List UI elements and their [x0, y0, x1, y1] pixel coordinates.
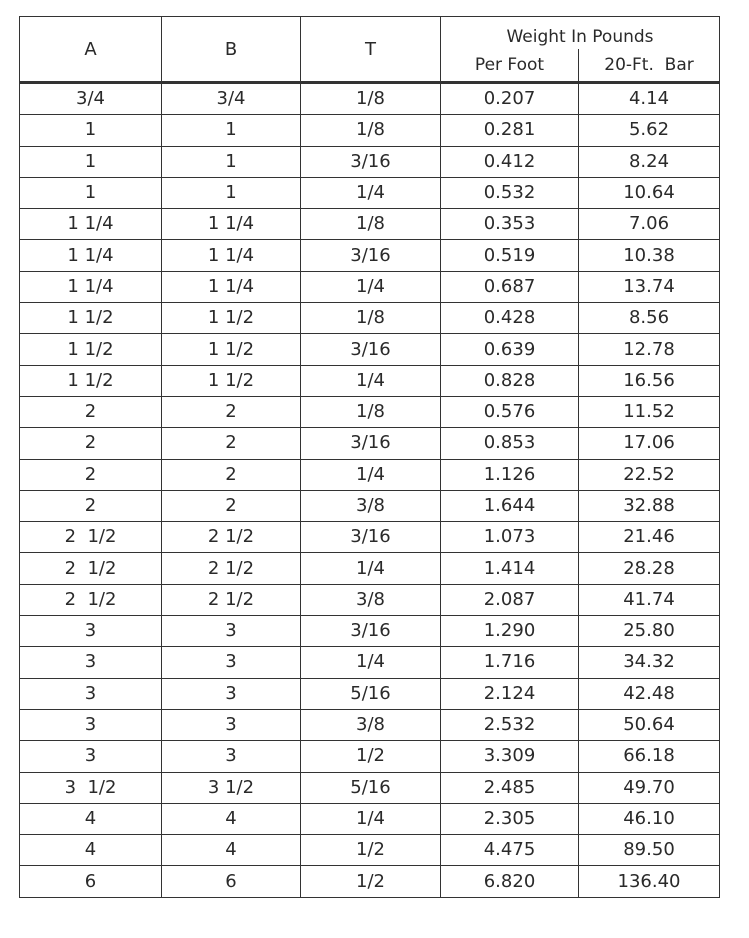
cell-t: 1/8	[301, 83, 441, 115]
table-row	[20, 459, 720, 490]
table-row	[20, 522, 720, 553]
table-row	[20, 772, 720, 803]
cell-per-foot: 1.414	[441, 553, 579, 584]
cell-per-foot: 0.281	[441, 115, 579, 146]
cell-t: 3/8	[301, 584, 441, 615]
cell-b: 2 1/2	[162, 584, 301, 615]
cell-per-foot: 0.687	[441, 271, 579, 302]
table-row	[20, 709, 720, 740]
table-header	[20, 17, 720, 83]
cell-20ft-bar: 5.62	[579, 115, 720, 146]
table-row	[20, 177, 720, 208]
cell-b: 2	[162, 428, 301, 459]
cell-20ft-bar: 16.56	[579, 365, 720, 396]
header-20ft-bar: 20-Ft. Bar	[579, 49, 720, 83]
header-weight-group: Weight In Pounds	[441, 17, 720, 50]
header-b: B	[162, 17, 301, 83]
cell-t: 1/2	[301, 866, 441, 897]
cell-t: 3/16	[301, 522, 441, 553]
cell-a: 1 1/4	[20, 209, 162, 240]
cell-t: 1/2	[301, 741, 441, 772]
table-row	[20, 866, 720, 897]
cell-20ft-bar: 50.64	[579, 709, 720, 740]
cell-per-foot: 0.576	[441, 396, 579, 427]
cell-b: 2 1/2	[162, 553, 301, 584]
cell-t: 3/16	[301, 146, 441, 177]
header-a: A	[20, 17, 162, 83]
cell-per-foot: 0.853	[441, 428, 579, 459]
cell-b: 1	[162, 115, 301, 146]
cell-a: 2	[20, 428, 162, 459]
cell-20ft-bar: 4.14	[579, 83, 720, 115]
cell-a: 1 1/4	[20, 240, 162, 271]
cell-20ft-bar: 32.88	[579, 490, 720, 521]
cell-a: 1	[20, 177, 162, 208]
cell-20ft-bar: 66.18	[579, 741, 720, 772]
cell-a: 1	[20, 115, 162, 146]
table-row	[20, 428, 720, 459]
cell-per-foot: 1.644	[441, 490, 579, 521]
cell-20ft-bar: 11.52	[579, 396, 720, 427]
cell-t: 1/8	[301, 303, 441, 334]
table-row	[20, 803, 720, 834]
cell-a: 3/4	[20, 83, 162, 115]
cell-t: 1/8	[301, 209, 441, 240]
cell-b: 1 1/4	[162, 209, 301, 240]
table-row	[20, 365, 720, 396]
cell-t: 1/4	[301, 553, 441, 584]
cell-a: 1 1/2	[20, 334, 162, 365]
cell-t: 1/4	[301, 365, 441, 396]
table-row	[20, 647, 720, 678]
cell-20ft-bar: 136.40	[579, 866, 720, 897]
table-row	[20, 584, 720, 615]
cell-b: 3	[162, 741, 301, 772]
cell-per-foot: 2.532	[441, 709, 579, 740]
cell-t: 1/4	[301, 647, 441, 678]
weight-table-sheet	[19, 16, 719, 898]
cell-per-foot: 6.820	[441, 866, 579, 897]
cell-a: 3 1/2	[20, 772, 162, 803]
cell-t: 1/4	[301, 271, 441, 302]
cell-20ft-bar: 41.74	[579, 584, 720, 615]
cell-a: 3	[20, 647, 162, 678]
table-row	[20, 490, 720, 521]
cell-a: 2 1/2	[20, 553, 162, 584]
cell-per-foot: 0.532	[441, 177, 579, 208]
cell-per-foot: 0.639	[441, 334, 579, 365]
table-row	[20, 115, 720, 146]
cell-20ft-bar: 28.28	[579, 553, 720, 584]
cell-per-foot: 3.309	[441, 741, 579, 772]
table-row	[20, 678, 720, 709]
cell-t: 1/4	[301, 803, 441, 834]
cropped-footnote	[19, 928, 319, 938]
cell-b: 2	[162, 459, 301, 490]
cell-20ft-bar: 7.06	[579, 209, 720, 240]
table-row	[20, 334, 720, 365]
header-t: T	[301, 17, 441, 83]
cell-per-foot: 2.087	[441, 584, 579, 615]
cell-per-foot: 2.124	[441, 678, 579, 709]
cell-b: 3	[162, 709, 301, 740]
cell-t: 5/16	[301, 772, 441, 803]
cell-a: 2	[20, 459, 162, 490]
header-per-foot: Per Foot	[441, 49, 579, 83]
cell-per-foot: 2.305	[441, 803, 579, 834]
cell-20ft-bar: 12.78	[579, 334, 720, 365]
cell-20ft-bar: 22.52	[579, 459, 720, 490]
cell-a: 6	[20, 866, 162, 897]
table-row	[20, 835, 720, 866]
cell-t: 1/8	[301, 115, 441, 146]
cell-b: 3	[162, 678, 301, 709]
cell-20ft-bar: 46.10	[579, 803, 720, 834]
cell-a: 2 1/2	[20, 584, 162, 615]
cell-t: 3/16	[301, 334, 441, 365]
cell-t: 3/16	[301, 616, 441, 647]
cell-20ft-bar: 49.70	[579, 772, 720, 803]
cell-a: 3	[20, 741, 162, 772]
cell-per-foot: 0.828	[441, 365, 579, 396]
cell-b: 1 1/2	[162, 365, 301, 396]
cell-b: 2 1/2	[162, 522, 301, 553]
cell-a: 4	[20, 803, 162, 834]
cell-t: 3/16	[301, 240, 441, 271]
cell-per-foot: 0.207	[441, 83, 579, 115]
cell-20ft-bar: 42.48	[579, 678, 720, 709]
cell-20ft-bar: 13.74	[579, 271, 720, 302]
cell-per-foot: 0.412	[441, 146, 579, 177]
table-row	[20, 209, 720, 240]
cell-t: 1/4	[301, 459, 441, 490]
cell-per-foot: 0.519	[441, 240, 579, 271]
cell-20ft-bar: 89.50	[579, 835, 720, 866]
cell-20ft-bar: 34.32	[579, 647, 720, 678]
cell-a: 4	[20, 835, 162, 866]
weight-table	[19, 16, 720, 898]
cell-a: 3	[20, 678, 162, 709]
cell-t: 1/4	[301, 177, 441, 208]
cell-b: 6	[162, 866, 301, 897]
cell-per-foot: 1.290	[441, 616, 579, 647]
cell-t: 3/8	[301, 709, 441, 740]
cell-20ft-bar: 10.38	[579, 240, 720, 271]
cell-per-foot: 4.475	[441, 835, 579, 866]
cell-t: 1/2	[301, 835, 441, 866]
cell-t: 3/16	[301, 428, 441, 459]
cell-b: 4	[162, 803, 301, 834]
cell-20ft-bar: 10.64	[579, 177, 720, 208]
cell-a: 2 1/2	[20, 522, 162, 553]
cell-a: 1 1/2	[20, 303, 162, 334]
cell-per-foot: 1.716	[441, 647, 579, 678]
table-row	[20, 240, 720, 271]
cell-per-foot: 2.485	[441, 772, 579, 803]
cell-t: 5/16	[301, 678, 441, 709]
cell-b: 3	[162, 616, 301, 647]
cell-t: 1/8	[301, 396, 441, 427]
cell-a: 1	[20, 146, 162, 177]
cell-b: 1 1/4	[162, 240, 301, 271]
cell-a: 3	[20, 709, 162, 740]
cell-per-foot: 1.126	[441, 459, 579, 490]
table-row	[20, 616, 720, 647]
cell-b: 3	[162, 647, 301, 678]
cell-b: 1	[162, 177, 301, 208]
cell-t: 3/8	[301, 490, 441, 521]
table-body	[20, 83, 720, 898]
cell-b: 2	[162, 490, 301, 521]
cell-20ft-bar: 25.80	[579, 616, 720, 647]
cell-a: 1 1/2	[20, 365, 162, 396]
table-row	[20, 146, 720, 177]
cell-a: 2	[20, 396, 162, 427]
cell-a: 1 1/4	[20, 271, 162, 302]
cell-b: 1 1/2	[162, 303, 301, 334]
cell-b: 1 1/4	[162, 271, 301, 302]
cell-b: 2	[162, 396, 301, 427]
cell-20ft-bar: 21.46	[579, 522, 720, 553]
cell-per-foot: 0.428	[441, 303, 579, 334]
table-row	[20, 396, 720, 427]
table-row	[20, 303, 720, 334]
table-row	[20, 271, 720, 302]
cell-20ft-bar: 8.24	[579, 146, 720, 177]
cell-b: 1	[162, 146, 301, 177]
cell-b: 4	[162, 835, 301, 866]
table-row	[20, 741, 720, 772]
cell-b: 3 1/2	[162, 772, 301, 803]
cell-b: 3/4	[162, 83, 301, 115]
cell-20ft-bar: 17.06	[579, 428, 720, 459]
cell-per-foot: 0.353	[441, 209, 579, 240]
cell-per-foot: 1.073	[441, 522, 579, 553]
cell-20ft-bar: 8.56	[579, 303, 720, 334]
table-row	[20, 83, 720, 115]
cell-a: 3	[20, 616, 162, 647]
cell-a: 2	[20, 490, 162, 521]
cell-b: 1 1/2	[162, 334, 301, 365]
table-row	[20, 553, 720, 584]
